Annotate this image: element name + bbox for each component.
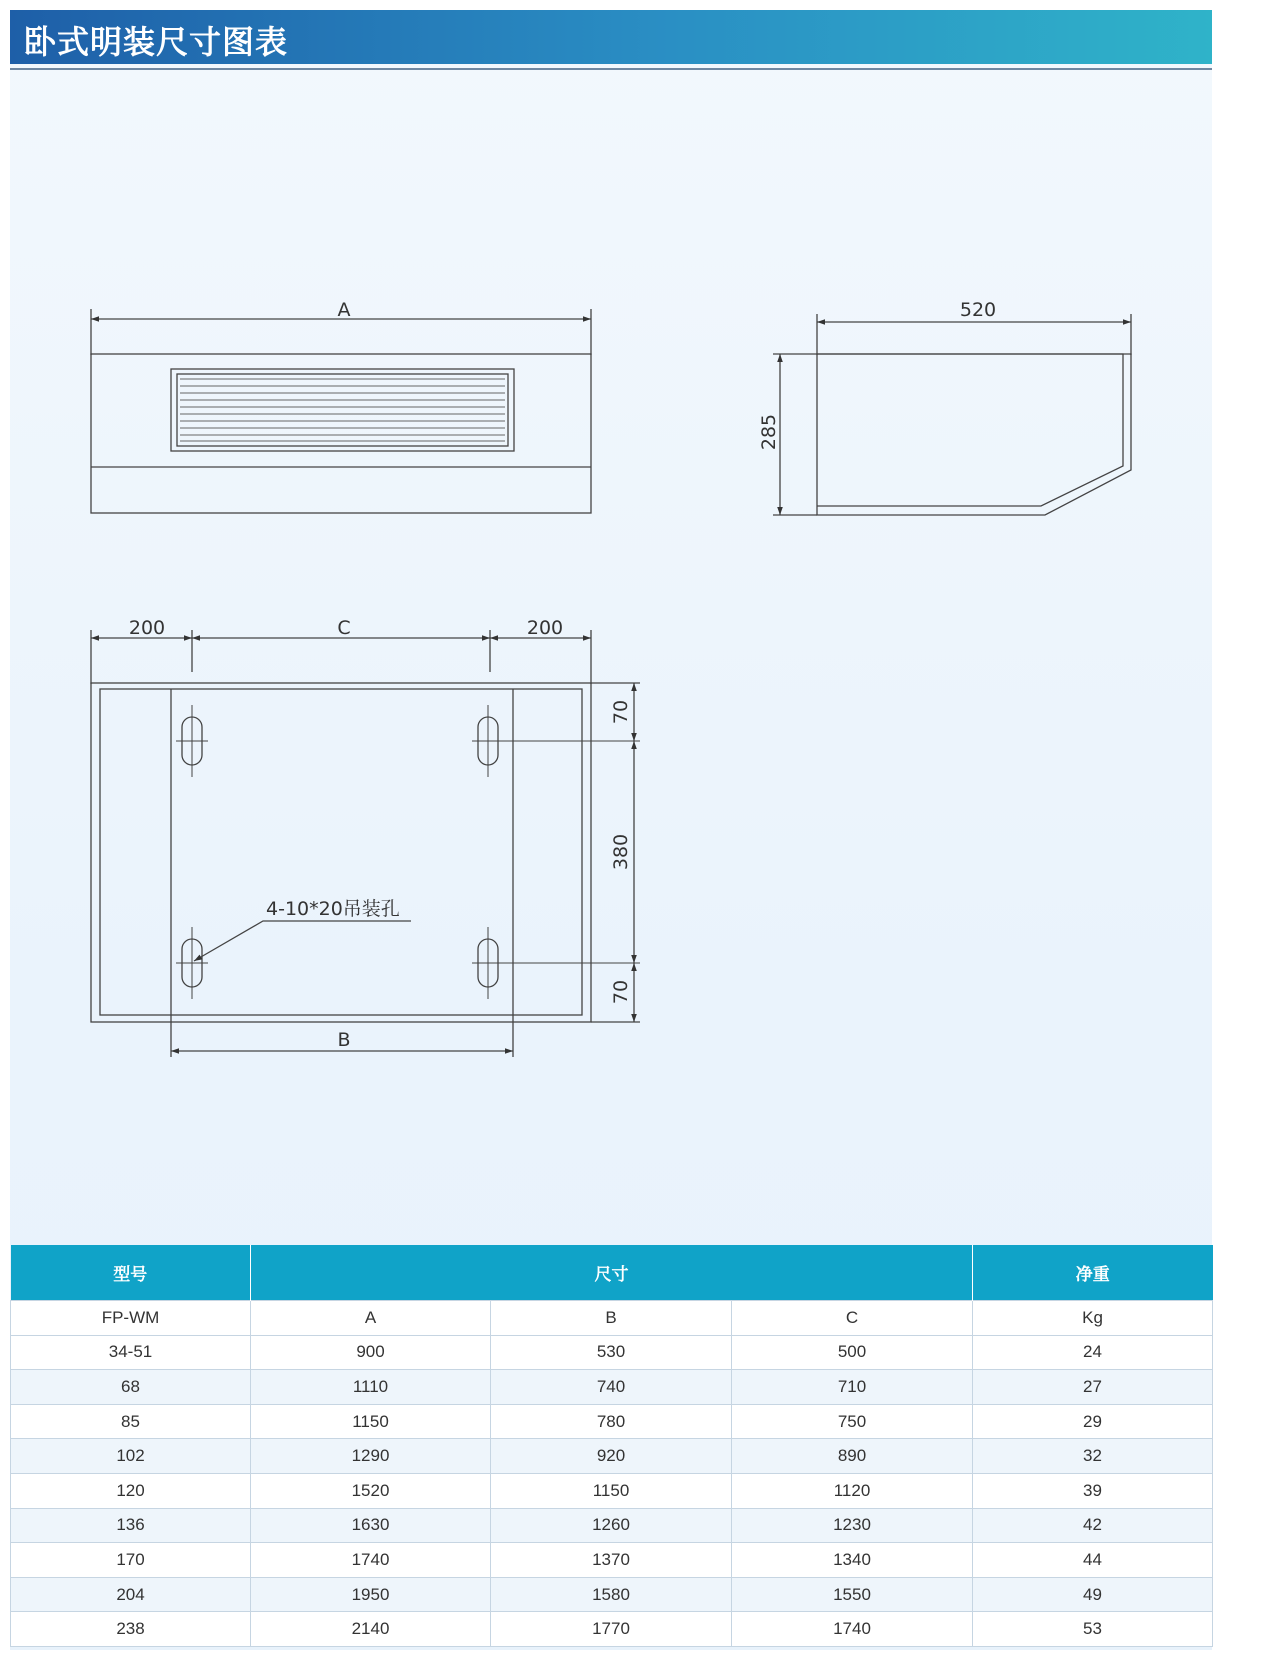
cell-weight: 29 xyxy=(973,1404,1213,1439)
cell-model: 136 xyxy=(11,1508,251,1543)
side-view-width-label: 520 xyxy=(959,299,997,321)
cell-c: 1340 xyxy=(732,1543,973,1578)
cell-a: 2140 xyxy=(251,1612,491,1647)
hanging-hole-note: 4-10*20吊装孔 xyxy=(266,898,400,920)
table-row xyxy=(11,1508,1213,1543)
cell-model: 102 xyxy=(11,1439,251,1474)
hole-spacing-c-label: C xyxy=(337,617,351,639)
side-view xyxy=(773,314,1131,515)
left-offset-label: 200 xyxy=(128,617,166,639)
cell-b: 1770 xyxy=(491,1612,732,1647)
cell-a: 1630 xyxy=(251,1508,491,1543)
cell-weight: 49 xyxy=(973,1577,1213,1612)
table-row xyxy=(11,1370,1213,1405)
cell-model: 170 xyxy=(11,1543,251,1578)
cell-model: 68 xyxy=(11,1370,251,1405)
cell-b: 1150 xyxy=(491,1473,732,1508)
header-model: 型号 xyxy=(11,1245,251,1301)
side-view-height-label: 285 xyxy=(758,413,780,451)
table-row xyxy=(11,1404,1213,1439)
top-offset-label: 70 xyxy=(610,699,632,725)
cell-model: 34-51 xyxy=(11,1335,251,1370)
cell-a: 900 xyxy=(251,1335,491,1370)
cell-a: 1290 xyxy=(251,1439,491,1474)
dimension-table xyxy=(10,1245,1213,1647)
front-view xyxy=(91,309,591,513)
cell-c: 1230 xyxy=(732,1508,973,1543)
cell-c: 710 xyxy=(732,1370,973,1405)
cell-c: 1120 xyxy=(732,1473,973,1508)
cell-weight: 39 xyxy=(973,1473,1213,1508)
cell-weight: 42 xyxy=(973,1508,1213,1543)
table-row xyxy=(11,1612,1213,1647)
right-offset-label: 200 xyxy=(526,617,564,639)
table-subheader-row xyxy=(11,1301,1213,1336)
front-view-length-label: A xyxy=(337,299,351,321)
bottom-view xyxy=(91,630,640,1057)
cell-a: 1150 xyxy=(251,1404,491,1439)
cell-model: 238 xyxy=(11,1612,251,1647)
cell-model: 120 xyxy=(11,1473,251,1508)
cell-a: 1110 xyxy=(251,1370,491,1405)
cell-c: 1740 xyxy=(732,1612,973,1647)
hole-spacing-label: 380 xyxy=(610,833,632,871)
cell-b: 1370 xyxy=(491,1543,732,1578)
table-row xyxy=(11,1577,1213,1612)
subheader-b: B xyxy=(491,1301,732,1336)
table-row xyxy=(11,1543,1213,1578)
cell-c: 750 xyxy=(732,1404,973,1439)
width-b-label: B xyxy=(337,1029,351,1051)
cell-b: 920 xyxy=(491,1439,732,1474)
cell-weight: 32 xyxy=(973,1439,1213,1474)
cell-c: 500 xyxy=(732,1335,973,1370)
cell-weight: 27 xyxy=(973,1370,1213,1405)
cell-b: 530 xyxy=(491,1335,732,1370)
table-row xyxy=(11,1439,1213,1474)
table-header-row xyxy=(11,1245,1213,1301)
cell-model: 204 xyxy=(11,1577,251,1612)
subheader-weight: Kg xyxy=(973,1301,1213,1336)
table-row xyxy=(11,1473,1213,1508)
cell-c: 1550 xyxy=(732,1577,973,1612)
cell-a: 1520 xyxy=(251,1473,491,1508)
subheader-a: A xyxy=(251,1301,491,1336)
cell-b: 1580 xyxy=(491,1577,732,1612)
subheader-c: C xyxy=(732,1301,973,1336)
cell-b: 780 xyxy=(491,1404,732,1439)
cell-a: 1950 xyxy=(251,1577,491,1612)
cell-a: 1740 xyxy=(251,1543,491,1578)
cell-weight: 53 xyxy=(973,1612,1213,1647)
cell-weight: 24 xyxy=(973,1335,1213,1370)
header-size: 尺寸 xyxy=(251,1245,973,1301)
cell-b: 1260 xyxy=(491,1508,732,1543)
page-title: 卧式明装尺寸图表 xyxy=(24,23,289,61)
header-weight: 净重 xyxy=(973,1245,1213,1301)
table-row xyxy=(11,1335,1213,1370)
bottom-offset-label: 70 xyxy=(610,979,632,1005)
cell-model: 85 xyxy=(11,1404,251,1439)
cell-b: 740 xyxy=(491,1370,732,1405)
subheader-model: FP-WM xyxy=(11,1301,251,1336)
cell-weight: 44 xyxy=(973,1543,1213,1578)
cell-c: 890 xyxy=(732,1439,973,1474)
